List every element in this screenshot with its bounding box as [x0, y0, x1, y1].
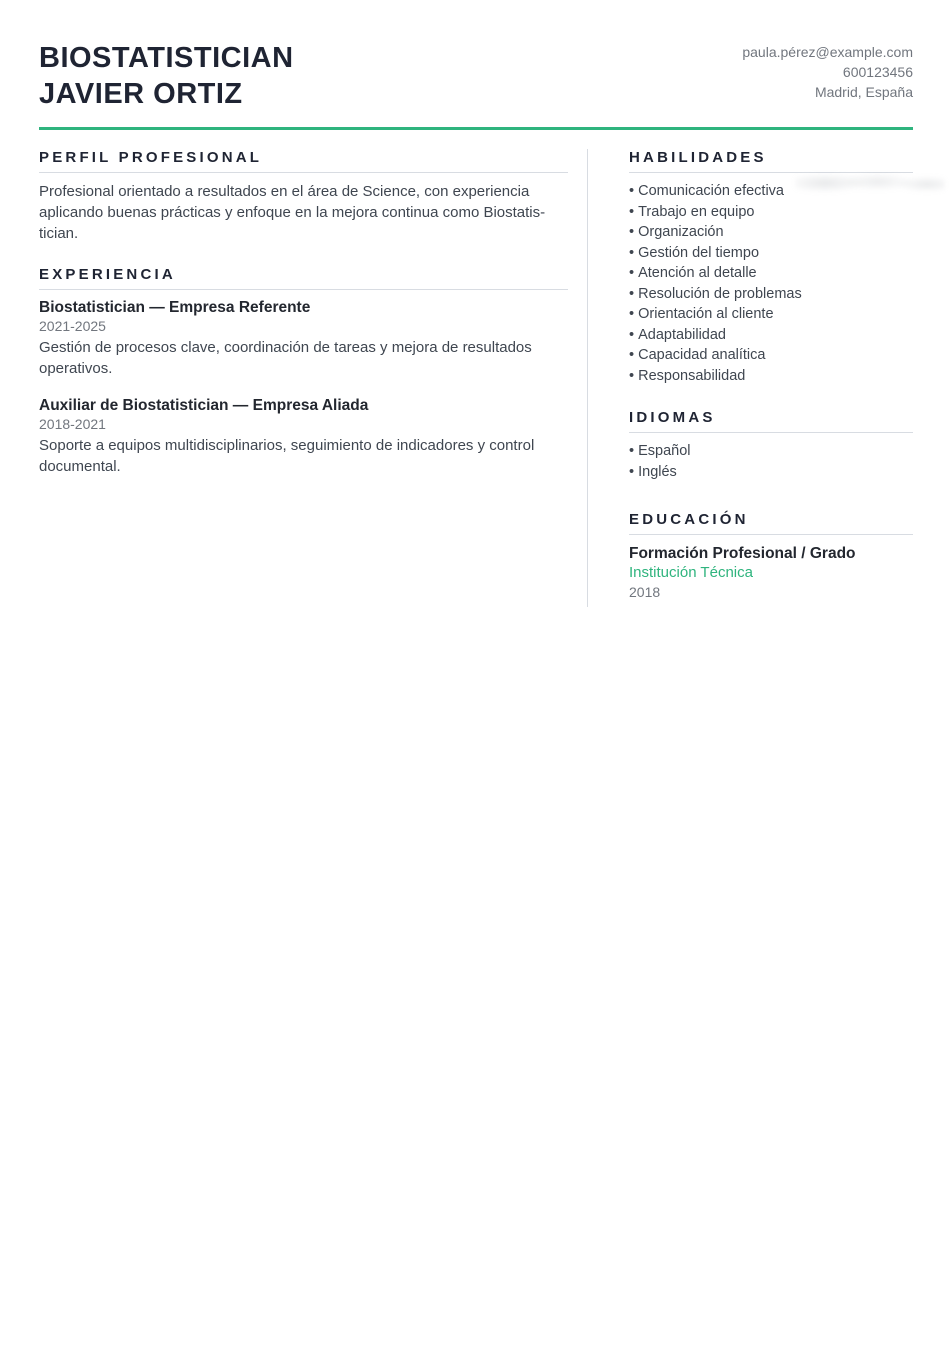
main-column	[39, 130, 568, 477]
job-entry	[39, 298, 568, 379]
job-title: Auxiliar de Biostatistician — Empresa Aliada	[39, 397, 369, 414]
skill-item: • Capacidad analítica	[629, 345, 913, 366]
job-description: Gestión de procesos clave, coordinación de tareas y mejora de resultados operativos.	[39, 339, 532, 377]
language-item: • Español	[629, 441, 913, 462]
profile-heading: PERFIL PROFESIONAL	[39, 149, 568, 173]
skill-item: • Resolución de problemas	[629, 284, 913, 305]
contact-email: paula.pérez@example.com	[742, 44, 913, 60]
contact-location: Madrid, España	[814, 84, 913, 100]
contact-block	[742, 40, 913, 102]
job-title: Biostatistician — Empresa Referente	[39, 299, 311, 316]
skill-item: • Adaptabilidad	[629, 325, 913, 346]
education-institution: Institución Técnica	[629, 564, 753, 581]
skill-item: • Responsabilidad	[629, 366, 913, 387]
education-degree: Formación Profesional / Grado	[629, 545, 856, 562]
section-experience	[39, 266, 568, 477]
skill-item: • Trabajo en equipo	[629, 202, 913, 223]
job-description: Soporte a equipos multidisciplinarios, seguimiento de indicadores y control documental.	[39, 437, 535, 475]
education-year: 2018	[629, 584, 661, 600]
section-languages	[629, 409, 913, 482]
languages-list	[629, 441, 913, 482]
skills-heading: HABILIDADES	[629, 149, 913, 173]
content-columns	[39, 130, 913, 607]
languages-heading: IDIOMAS	[629, 409, 913, 433]
section-education	[629, 511, 913, 602]
page-title	[39, 40, 294, 112]
sidebar-column	[629, 130, 913, 602]
education-heading: EDUCACIÓN	[629, 511, 913, 535]
skill-item: • Comunicación efectiva	[629, 181, 913, 202]
contact-phone: 600123456	[842, 64, 913, 80]
skill-item: • Organización	[629, 222, 913, 243]
section-skills	[629, 149, 913, 386]
experience-heading: EXPERIENCIA	[39, 266, 568, 290]
profile-text: Profesional orientado a resultados en el área de Science, con experiencia aplicando buenas prácticas y enfoque en la mejora continua como Biostatistician.	[39, 183, 546, 242]
title-line-role: BIOSTATISTICIAN	[39, 42, 294, 74]
language-item: • Inglés	[629, 462, 913, 483]
job-dates: 2021-2025	[39, 318, 106, 334]
column-divider	[587, 149, 588, 607]
title-line-name: JAVIER ORTIZ	[39, 78, 243, 110]
header	[39, 40, 913, 112]
job-dates: 2018-2021	[39, 416, 106, 432]
section-profile	[39, 149, 568, 244]
skills-list	[629, 181, 913, 386]
skill-item: • Orientación al cliente	[629, 304, 913, 325]
skill-item: • Gestión del tiempo	[629, 243, 913, 264]
job-entry	[39, 396, 568, 477]
skill-item: • Atención al detalle	[629, 263, 913, 284]
